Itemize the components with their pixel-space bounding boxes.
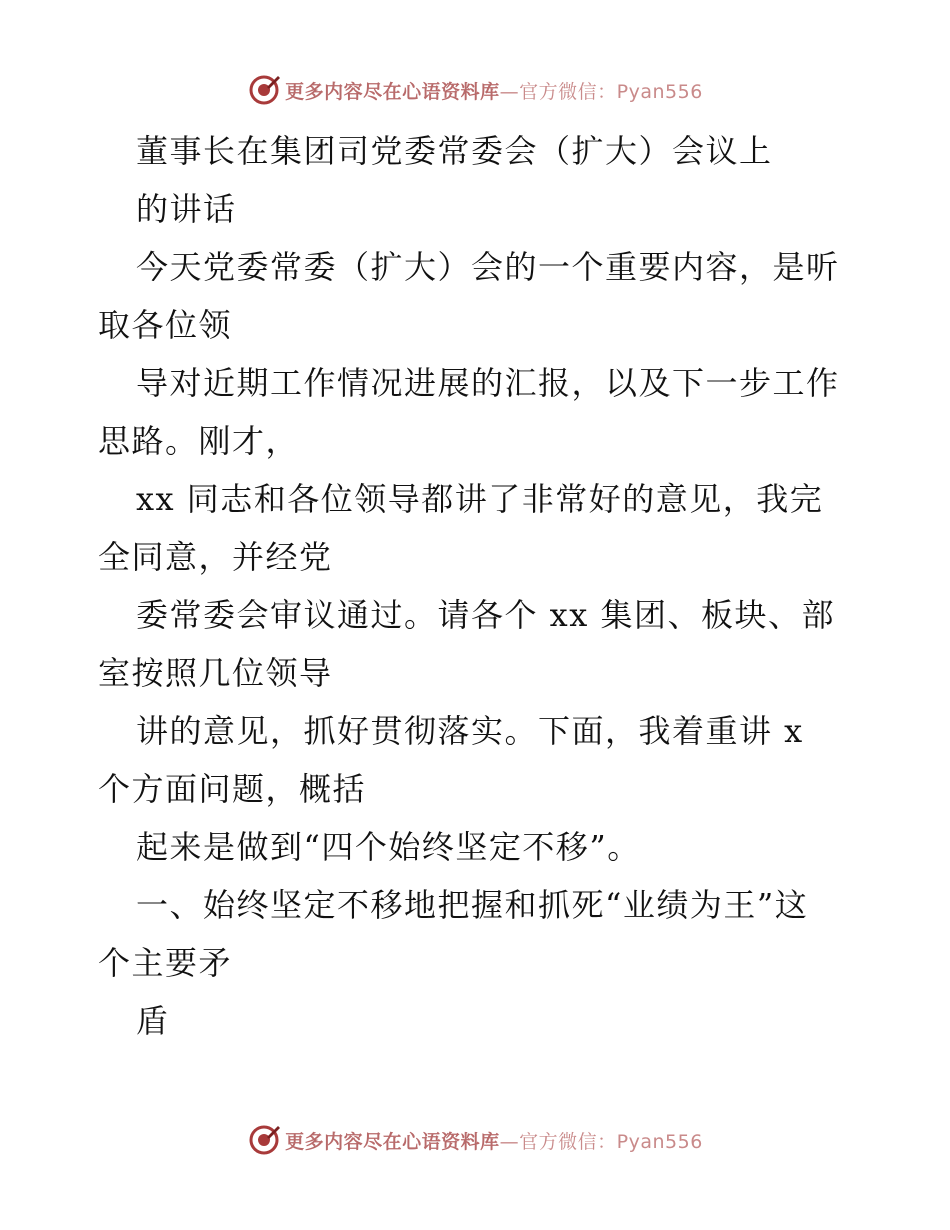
document-body <box>98 122 858 1050</box>
footer-watermark <box>0 1120 950 1160</box>
title-line-2: 的讲话 <box>136 190 237 228</box>
text-line: 起来是做到“四个始终坚定不移”。 <box>136 828 641 866</box>
text-line: 思路。刚才， <box>98 422 300 460</box>
section-heading-line: 盾 <box>136 1002 170 1040</box>
pen-logo-icon <box>247 73 281 107</box>
watermark-text: 更多内容尽在心语资料库—官方微信：Pyan556 <box>285 80 703 103</box>
section-heading-line: 一、始终坚定不移地把握和抓死“业绩为王”这 <box>136 886 809 924</box>
header-watermark <box>0 70 950 110</box>
text-line: 委常委会审议通过。请各个 xx 集团、板块、部 <box>136 596 835 634</box>
text-line: 今天党委常委（扩大）会的一个重要内容，是听 <box>136 248 840 286</box>
text-line: 取各位领 <box>98 306 233 344</box>
text-line: 导对近期工作情况进展的汇报，以及下一步工作 <box>136 364 840 402</box>
pen-logo-icon <box>247 1123 281 1157</box>
section-heading-line: 个主要矛 <box>98 944 233 982</box>
text-line: 讲的意见，抓好贯彻落实。下面，我着重讲 x <box>136 712 804 750</box>
watermark-text: 更多内容尽在心语资料库—官方微信：Pyan556 <box>285 1130 703 1153</box>
text-line: 个方面问题，概括 <box>98 770 367 808</box>
text-line: 室按照几位领导 <box>98 654 333 692</box>
title-line-1: 董事长在集团司党委常委会（扩大）会议上 <box>136 132 773 170</box>
text-line: xx 同志和各位领导都讲了非常好的意见，我完 <box>136 480 824 518</box>
text-line: 全同意，并经党 <box>98 538 333 576</box>
